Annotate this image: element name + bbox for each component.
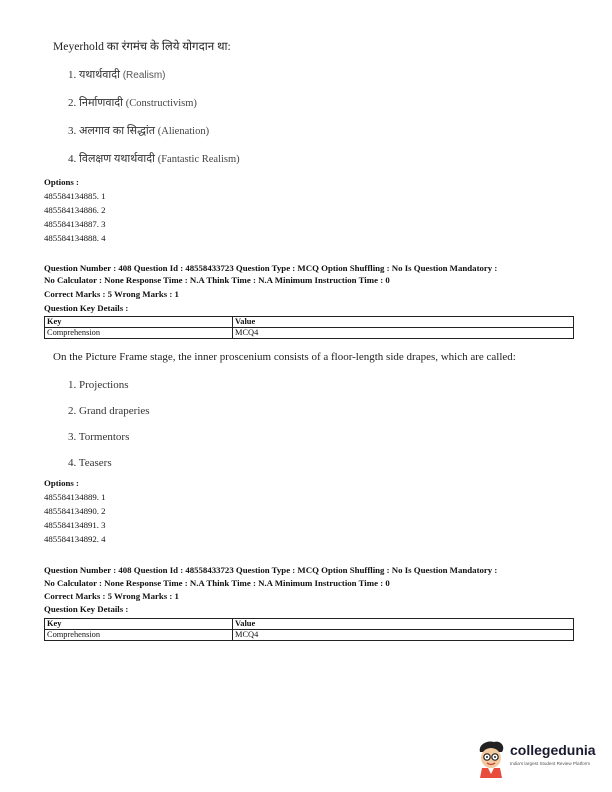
q1-options-label: Options : bbox=[44, 177, 79, 187]
q2-option-3: 3. Tormentors bbox=[68, 431, 130, 443]
q2-option-2: 2. Grand draperies bbox=[68, 405, 150, 417]
q2-option-id-4: 485584134892. 4 bbox=[44, 534, 106, 544]
question-2-stem: On the Picture Frame stage, the inner proscenium consists of a floor-length side drapes, which are called: bbox=[53, 351, 516, 363]
q2-option-4: 4. Teasers bbox=[68, 457, 112, 469]
q2-option-id-1: 485584134889. 1 bbox=[44, 492, 106, 502]
mascot-icon bbox=[474, 738, 508, 778]
meta2-line1: Question Number : 408 Question Id : 48558433723 Question Type : MCQ Option Shuffling : No Is Question Mandatory : bbox=[44, 565, 498, 575]
meta1-td-key: Comprehension bbox=[45, 328, 233, 339]
q1-option-id-3: 485584134887. 3 bbox=[44, 219, 106, 229]
q1-option-id-4: 485584134888. 4 bbox=[44, 233, 106, 243]
q1-option-4 bbox=[68, 151, 240, 166]
logo-name: collegedunia bbox=[510, 742, 596, 758]
q1-option-2-hi: निर्माणवादी bbox=[79, 97, 123, 109]
meta1-td-value: MCQ4 bbox=[233, 328, 574, 339]
meta1-line2: No Calculator : None Response Time : N.A Think Time : N.A Minimum Instruction Time : 0 bbox=[44, 275, 390, 285]
q1-option-4-num: 4. bbox=[68, 153, 77, 165]
meta1-key-table bbox=[44, 316, 574, 339]
q1-option-1-hi: यथार्थवादी bbox=[79, 69, 120, 81]
meta2-th-value: Value bbox=[233, 619, 574, 630]
q1-option-3-en: (Alienation) bbox=[157, 126, 210, 137]
q2-option-id-3: 485584134891. 3 bbox=[44, 520, 106, 530]
meta2-td-key: Comprehension bbox=[45, 630, 233, 641]
meta2-line2: No Calculator : None Response Time : N.A Think Time : N.A Minimum Instruction Time : 0 bbox=[44, 578, 390, 588]
q1-option-id-2: 485584134886. 2 bbox=[44, 205, 106, 215]
meta1-table-header bbox=[45, 317, 574, 328]
q2-option-1: 1. Projections bbox=[68, 379, 129, 391]
meta1-marks: Correct Marks : 5 Wrong Marks : 1 bbox=[44, 289, 179, 299]
q1-option-3-num: 3. bbox=[68, 125, 77, 137]
q2-option-id-2: 485584134890. 2 bbox=[44, 506, 106, 516]
q1-option-2 bbox=[68, 95, 197, 110]
meta1-th-value: Value bbox=[233, 317, 574, 328]
meta2-table-header bbox=[45, 619, 574, 630]
question-1-stem: Meyerhold का रंगमंच के लिये योगदान था: bbox=[53, 40, 231, 53]
q1-option-3 bbox=[68, 123, 209, 138]
q2-options-label: Options : bbox=[44, 478, 79, 488]
meta1-th-key: Key bbox=[45, 317, 233, 328]
q1-option-1 bbox=[68, 67, 165, 82]
q1-option-4-en: (Fantastic Realism) bbox=[157, 154, 240, 165]
meta2-td-value: MCQ4 bbox=[233, 630, 574, 641]
meta1-line1: Question Number : 408 Question Id : 48558433723 Question Type : MCQ Option Shuffling : No Is Question Mandatory : bbox=[44, 263, 498, 273]
meta2-table-row bbox=[45, 630, 574, 641]
meta2-key-details: Question Key Details : bbox=[44, 604, 129, 614]
meta1-key-details: Question Key Details : bbox=[44, 303, 129, 313]
q1-option-2-num: 2. bbox=[68, 97, 77, 109]
q1-option-1-num: 1. bbox=[68, 69, 77, 81]
meta2-key-table bbox=[44, 618, 574, 641]
collegedunia-logo bbox=[474, 738, 606, 780]
q1-option-1-en: (Realism) bbox=[122, 70, 166, 81]
q1-option-3-hi: अलगाव का सिद्धांत bbox=[79, 125, 156, 137]
meta1-table-row bbox=[45, 328, 574, 339]
q1-option-id-1: 485584134885. 1 bbox=[44, 191, 106, 201]
logo-tagline: India's largest Student Review Platform bbox=[510, 761, 591, 766]
meta2-marks: Correct Marks : 5 Wrong Marks : 1 bbox=[44, 591, 179, 601]
meta2-th-key: Key bbox=[45, 619, 233, 630]
q1-option-4-hi: विलक्षण यथार्थवादी bbox=[79, 153, 155, 165]
q1-option-2-en: (Constructivism) bbox=[125, 98, 197, 109]
